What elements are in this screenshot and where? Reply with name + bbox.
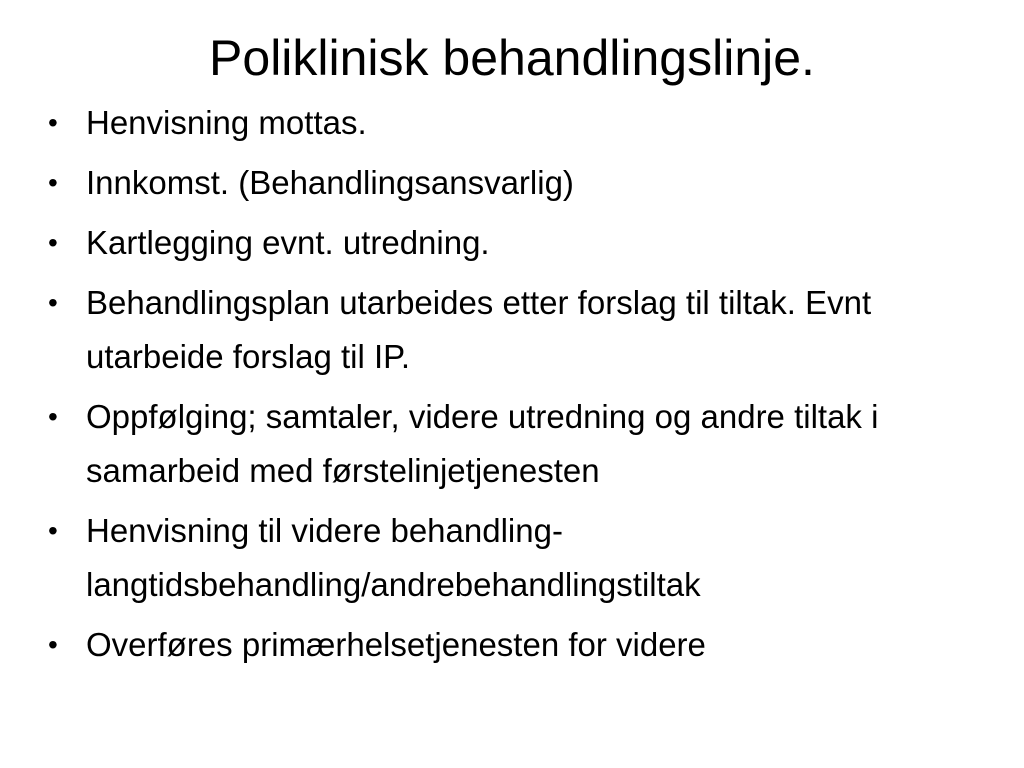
bullet-text: Kartlegging evnt. utredning. <box>86 224 490 261</box>
bullet-text: Behandlingsplan utarbeides etter forslag til tiltak. Evnt utarbeide forslag til IP. <box>86 284 872 375</box>
bullet-item <box>44 276 904 384</box>
bullet-text: Henvisning til videre behandling- langtidsbehandling/andrebehandlingstiltak <box>86 512 701 603</box>
bullet-item <box>44 504 904 612</box>
bullet-list <box>44 96 904 678</box>
bullet-item <box>44 96 904 150</box>
bullet-icon: • <box>48 167 58 198</box>
bullet-icon: • <box>48 107 58 138</box>
bullet-icon: • <box>48 287 58 318</box>
bullet-icon: • <box>48 515 58 546</box>
bullet-item <box>44 618 904 672</box>
slide-title: Poliklinisk behandlingslinje. <box>209 30 815 86</box>
bullet-text: Innkomst. (Behandlingsansvarlig) <box>86 164 574 201</box>
bullet-item <box>44 216 904 270</box>
bullet-item <box>44 390 904 498</box>
bullet-icon: • <box>48 401 58 432</box>
bullet-item <box>44 156 904 210</box>
bullet-text: Overføres primærhelsetjenesten for videre <box>86 626 706 663</box>
bullet-icon: • <box>48 227 58 258</box>
bullet-icon: • <box>48 629 58 660</box>
bullet-text: Oppfølging; samtaler, videre utredning og andre tiltak i samarbeid med førstelinjetjenesten <box>86 398 879 489</box>
bullet-text: Henvisning mottas. <box>86 104 367 141</box>
